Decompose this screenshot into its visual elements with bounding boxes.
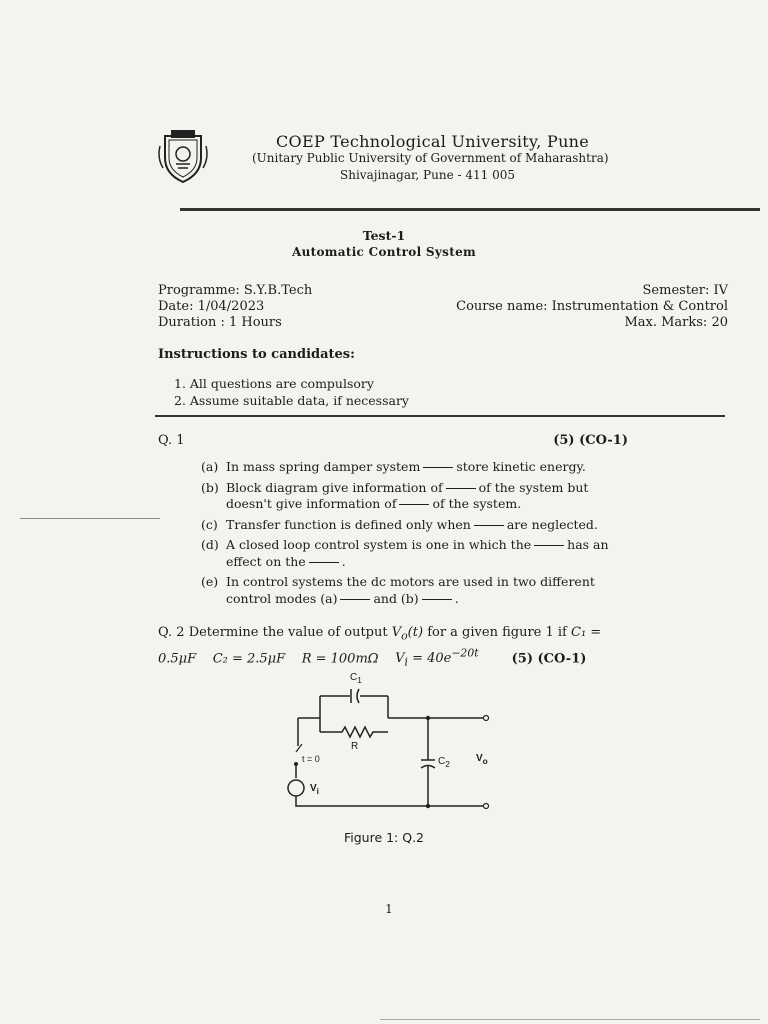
vi-label: $V_i$ (310, 783, 319, 796)
question-1-parts (201, 459, 631, 611)
question-2 (158, 624, 626, 671)
instructions-list (174, 375, 409, 409)
question-1-marks: (5) (CO-1) (553, 433, 628, 448)
part-label: (c) (201, 516, 218, 532)
header-divider (180, 208, 760, 211)
part-text (226, 537, 631, 570)
instruction-item: 1. All questions are compulsory (174, 376, 374, 391)
part-text-post: . (454, 590, 459, 606)
resistor-icon (320, 727, 388, 737)
question-2-marks: (5) (CO-1) (511, 650, 587, 666)
question-part-c (201, 517, 631, 534)
c2-label: $C_2$ (438, 756, 450, 769)
part-text-pre: Block diagram give information of (226, 479, 443, 495)
test-title: Test-1 (362, 228, 406, 243)
c2-value: C₂ = 2.5μF (212, 650, 286, 666)
output-v: V (391, 625, 402, 640)
course-name: Course name: Instrumentation & Control (456, 299, 728, 314)
exam-date: Date: 1/04/2023 (158, 299, 265, 314)
answer-blank (399, 504, 429, 505)
r-label: R (351, 741, 359, 752)
max-marks: Max. Marks: 20 (624, 315, 728, 330)
part-text-post: of the system. (432, 496, 522, 511)
switch-label: t = 0 (302, 754, 320, 764)
voltage-source-icon (288, 780, 304, 796)
part-text-pre: In control systems the dc motors are used in two different control modes (a) (226, 574, 595, 606)
university-address: Shivajinagar, Pune - 411 005 (340, 168, 515, 182)
vi-sub: i (404, 655, 408, 669)
part-text (226, 574, 631, 607)
meta-right (456, 283, 728, 331)
answer-blank (309, 562, 339, 563)
circuit-diagram (280, 668, 500, 818)
programme: Programme: S.Y.B.Tech (158, 283, 313, 298)
question-1-label: Q. 1 (158, 433, 185, 448)
university-seal-icon (157, 128, 209, 184)
scan-mark (20, 518, 160, 519)
answer-blank (423, 467, 453, 468)
vi-val: = 40e (407, 650, 452, 666)
part-text (226, 517, 598, 534)
question-part-b (201, 480, 631, 513)
c1-value: C₁ = 0.5μF (158, 625, 602, 666)
duration: Duration : 1 Hours (158, 315, 282, 330)
subject-title: Automatic Control System (292, 245, 476, 259)
question-part-e (201, 574, 631, 607)
section-divider (155, 415, 725, 417)
part-text-mid: of the system but doesn't give information of (226, 479, 589, 511)
question-part-a (201, 459, 631, 476)
part-text-post: are neglected. (506, 516, 598, 532)
scan-mark (380, 1019, 760, 1020)
vi-v: V (395, 650, 405, 666)
vi-exp: −20t (451, 646, 479, 660)
r-value: R = 100mΩ (301, 650, 379, 666)
part-text-mid: and (b) (373, 590, 419, 606)
figure-caption: Figure 1: Q.2 (343, 830, 425, 845)
output-sub: o (401, 629, 408, 643)
c1-label: $C_1$ (350, 672, 362, 685)
answer-blank (534, 545, 564, 546)
semester: Semester: IV (642, 283, 728, 298)
part-text-post: store kinetic energy. (456, 459, 586, 474)
output-symbol (391, 625, 424, 643)
part-label: (d) (201, 537, 219, 552)
switch-icon (296, 744, 302, 752)
question-2-text-2: for a given figure 1 if (427, 625, 567, 640)
university-subtitle: (Unitary Public University of Government of Maharashtra) (252, 151, 609, 165)
question-part-d (201, 537, 631, 570)
output-arg: (t) (407, 625, 424, 640)
part-text (226, 459, 586, 476)
page-number: 1 (385, 902, 393, 916)
meta-left (158, 283, 312, 331)
part-text-pre: A closed loop control system is one in which the (226, 537, 532, 552)
capacitor-c1-icon (351, 689, 359, 703)
answer-blank (446, 488, 476, 489)
part-text-post: . (341, 553, 346, 569)
part-label: (a) (201, 459, 219, 474)
part-text (226, 480, 631, 513)
university-name: COEP Technological University, Pune (276, 132, 590, 151)
part-text-mid: has an effect on the (226, 537, 609, 569)
vo-label: $V_o$ (476, 753, 488, 766)
part-label: (b) (201, 479, 219, 495)
answer-blank (474, 525, 504, 526)
instruction-item: 2. Assume suitable data, if necessary (174, 393, 409, 408)
question-2-text: Determine the value of output (188, 625, 388, 640)
question-2-label: Q. 2 (158, 625, 185, 640)
part-text-pre: Transfer function is defined only when (226, 516, 471, 532)
answer-blank (340, 599, 370, 600)
part-label: (e) (201, 574, 219, 589)
answer-blank (422, 599, 452, 600)
instructions-heading: Instructions to candidates: (158, 347, 355, 362)
vi-value (395, 646, 479, 669)
part-text-pre: In mass spring damper system (226, 459, 421, 474)
output-terminal-icon (484, 716, 489, 721)
